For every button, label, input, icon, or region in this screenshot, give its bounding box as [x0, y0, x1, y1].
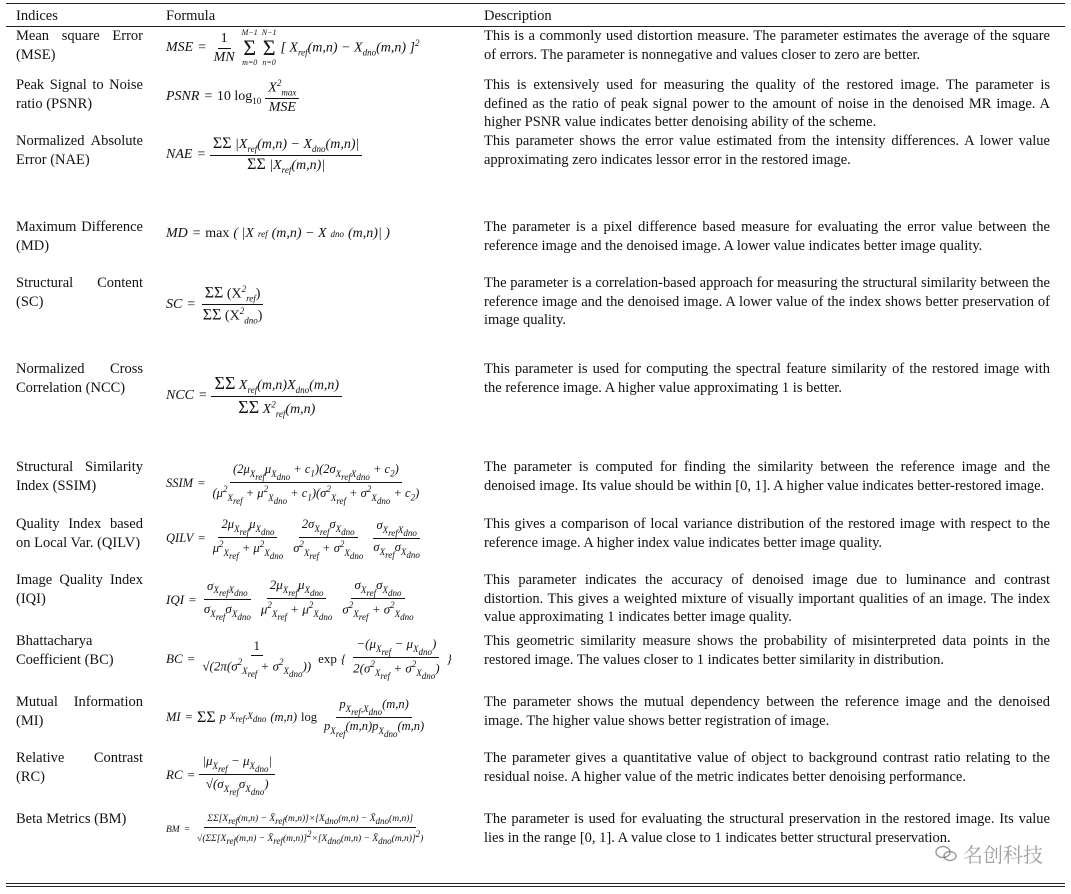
formula-label: RC [166, 766, 183, 782]
row-description: This parameter indicates the accuracy of denoised image due to luminance and contrast distortion. This gives a weighted mixture of visually important qualities of an image. The index value approximating 1 indicates better image quality. [484, 572, 1050, 625]
row-index: Beta Metrics (BM) [16, 811, 127, 827]
row-formula: NCC = $\frac{\Sigma\Sigma X_{ref}(m,n)X_{dno}(m,n)}{\Sigma\Sigma X^2_{ref}(m,n)}$ [166, 374, 466, 419]
row-description: The parameter is a pixel difference based measure for evaluating the error value between the reference image and the denoised image. A lower value indicates better image quality. [484, 219, 1050, 254]
row-index: Bhattacharya Coefficient (BC) [16, 633, 114, 668]
bottom-rule [6, 883, 1065, 884]
watermark-text: 名创科技 [963, 843, 1043, 867]
row-description: This is extensively used for measuring the quality of the restored image. The parameter is defined as the ratio of peak signal power to the amount of noise in the denoised MR image. A higher PSNR value indicates better denoising ability of the scheme. [484, 77, 1050, 130]
header-description: Description [484, 8, 552, 24]
row-index: Peak Signal to Noise ratio (PSNR) [16, 77, 143, 112]
formula-label: BM [166, 824, 180, 835]
formula-label: MD [166, 226, 188, 241]
row-description: The parameter is used for evaluating the structural preservation in the restored image. Its value lies in the range [0, 1]. A value close to 1 indicates better structural preservation. [484, 811, 1050, 846]
header-indices: Indices [16, 8, 58, 24]
formula-label: QILV [166, 531, 194, 546]
row-description: The parameter is computed for finding the similarity between the reference image and the denoised image. Its value should be within [0, 1]. A higher value indicates better-restored image. [484, 459, 1050, 494]
formula-label: NCC [166, 388, 195, 404]
row-formula: MD = max ( |X ref (m,n) − X dno (m,n)| ) [166, 226, 390, 241]
row-formula: IQI = $\frac{\sigma_{X_{ref}X_{dno}}}{\sigma_{X_{ref}}\sigma_{X_{dno}}}$ $\frac{2\mu_{X_{ref}}\mu_{X_{dno}}}{\mu^2_{X_{ref}} + \mu^2_{X_{dno}}}$ $\frac{\sigma_{X_{ref}}\sigma_{X_{dno}}}{\sigma^2_{X_{ref}} + \sigma^2_{X_{dno}}}$ [166, 577, 414, 623]
row-formula: SC = $\frac{\Sigma\Sigma (X^2_{ref})}{\Sigma\Sigma (X^2_{dno})}$ [166, 284, 263, 326]
formula-label: PSNR [166, 89, 200, 105]
row-formula: NAE = $\frac{\Sigma\Sigma |X_{ref}(m,n) - X_{dno}(m,n)|}{\Sigma\Sigma |X_{ref}(m,n)|}$ [166, 136, 466, 175]
row-formula: BM = $\frac{\Sigma\Sigma[X_{ref}(m,n) - X̄_{ref}(m,n)]\times[X_{dno}(m,n) - X̄_{dno}(m,n)]}{√(\Sigma\Sigma[X_{ref}(m,n) - X̄_{ref}(m,n)]^2\times[X_{dno}(m,n) - X̄_{dno}(m,n)]^2)}$ [166, 814, 424, 846]
row-index: Maximum Difference (MD) [16, 219, 143, 254]
row-formula: QILV = $\frac{2\mu_{X_{ref}}\mu_{X_{dno}}}{\mu^2_{X_{ref}} + \mu^2_{X_{dno}}}$ $\frac{2\sigma_{X_{ref}}\sigma_{X_{dno}}}{\sigma^2_{X_{ref}} + \sigma^2_{X_{dno}}}$ $\frac{\sigma_{X_{ref}X_{dno}}}{\sigma_{X_{ref}}\sigma_{X_{dno}}}$ [166, 517, 420, 561]
watermark [935, 839, 1043, 868]
formula-label: MI [166, 710, 181, 725]
row-description: The parameter gives a quantitative value of object to background contrast ratio relating to the residual noise. A higher value of the metric indicates better denoising performance. [484, 750, 1050, 785]
row-description: This parameter shows the error value estimated from the intensity differences. A lower value approximating zero indicates lessor error in the restored image. [484, 133, 1050, 168]
row-index: Normalized Cross Correlation (NCC) [16, 361, 143, 396]
row-index: Quality Index based on Local Var. (QILV) [16, 516, 143, 551]
row-index: Mean square Error (MSE) [16, 28, 143, 63]
row-description: This parameter is used for computing the spectral feature similarity of the restored image with the reference image. A higher value approximating 1 is better. [484, 361, 1050, 396]
bottom-rule-2 [6, 886, 1065, 887]
row-index: Structural Content (SC) [16, 275, 143, 310]
formula-label: SSIM [166, 476, 194, 491]
row-index: Mutual Information (MI) [16, 694, 143, 729]
row-formula: MI = ΣΣ p $X_{ref},X_{dno}$ (m,n) log $\frac{p_{X_{ref},X_{dno}}(m,n)}{p_{X_{ref}}(m,n)p_{X_{dno}}(m,n)}$ [166, 697, 425, 739]
formula-label: MSE [166, 40, 194, 55]
row-formula: BC = $\frac{1}{√(2\pi(\sigma^2_{X_{ref}} + \sigma^2_{X_{dno}}))}$ exp { $\frac{-(\mu_{X_{ref}} - \mu_{X_{dno}})}{2(\sigma^2_{X_{ref}} + \sigma^2_{X_{dno}})}$ } [166, 636, 452, 682]
row-formula: SSIM = $\frac{(2\mu_{X_{ref}}\mu_{X_{dno}} + c_1)(2\sigma_{X_{ref}X_{dno}} + c_2)}{(\mu^2_{X_{ref}} + \mu^2_{X_{dno}} + c_1)(\sigma^2_{X_{ref}} + \sigma^2_{X_{dno}} + c_2)}$ [166, 462, 420, 506]
row-description: This geometric similarity measure shows the probability of misinterpreted data points in the restored image. The values closer to 1 indicates better similarity in distribution. [484, 633, 1050, 668]
formula-label: BC [166, 650, 183, 666]
row-description: This gives a comparison of local variance distribution of the restored image with respect to the reference image. A higher index value indicates better image quality. [484, 516, 1050, 551]
row-index: Image Quality Index (IQI) [16, 572, 143, 607]
formula-label: IQI [166, 591, 185, 607]
row-index: Relative Contrast (RC) [16, 750, 143, 785]
top-rule [6, 3, 1065, 4]
wechat-icon [935, 845, 957, 863]
row-description: The parameter is a correlation-based approach for measuring the structural similarity between the reference image and the denoised image. A lower value of the index shows better preservation of image quality. [484, 275, 1050, 328]
row-index: Normalized Absolute Error (NAE) [16, 133, 143, 168]
header-formula: Formula [166, 8, 216, 24]
row-formula: PSNR = 10 $\log_{10}$ $\frac{X^2_{max}}{\text{MSE}}$ [166, 78, 466, 116]
row-description: The parameter shows the mutual dependency between the reference image and the denoised image. The higher value shows better registration of image. [484, 694, 1050, 729]
formula-label: NAE [166, 147, 193, 163]
row-formula: MSE = $\frac{1}{MN}$ M−1 Σ m=0 N−1 Σ n=0 [ $X_{ref}(m,n) - X_{dno}(m,n)$ ]$^2$ [166, 28, 420, 67]
formula-label: SC [166, 296, 183, 312]
row-index: Structural Similarity Index (SSIM) [16, 459, 143, 494]
row-formula: RC = $\frac{|\mu_{X_{ref}} - \mu_{X_{dno}}|}{√(\sigma_{X_{ref}}\sigma_{X_{dno}})}$ [166, 753, 466, 797]
row-description: This is a commonly used distortion measure. The parameter estimates the average of the square of errors. The parameter is nonnegative and values closer to zero are better. [484, 28, 1050, 63]
